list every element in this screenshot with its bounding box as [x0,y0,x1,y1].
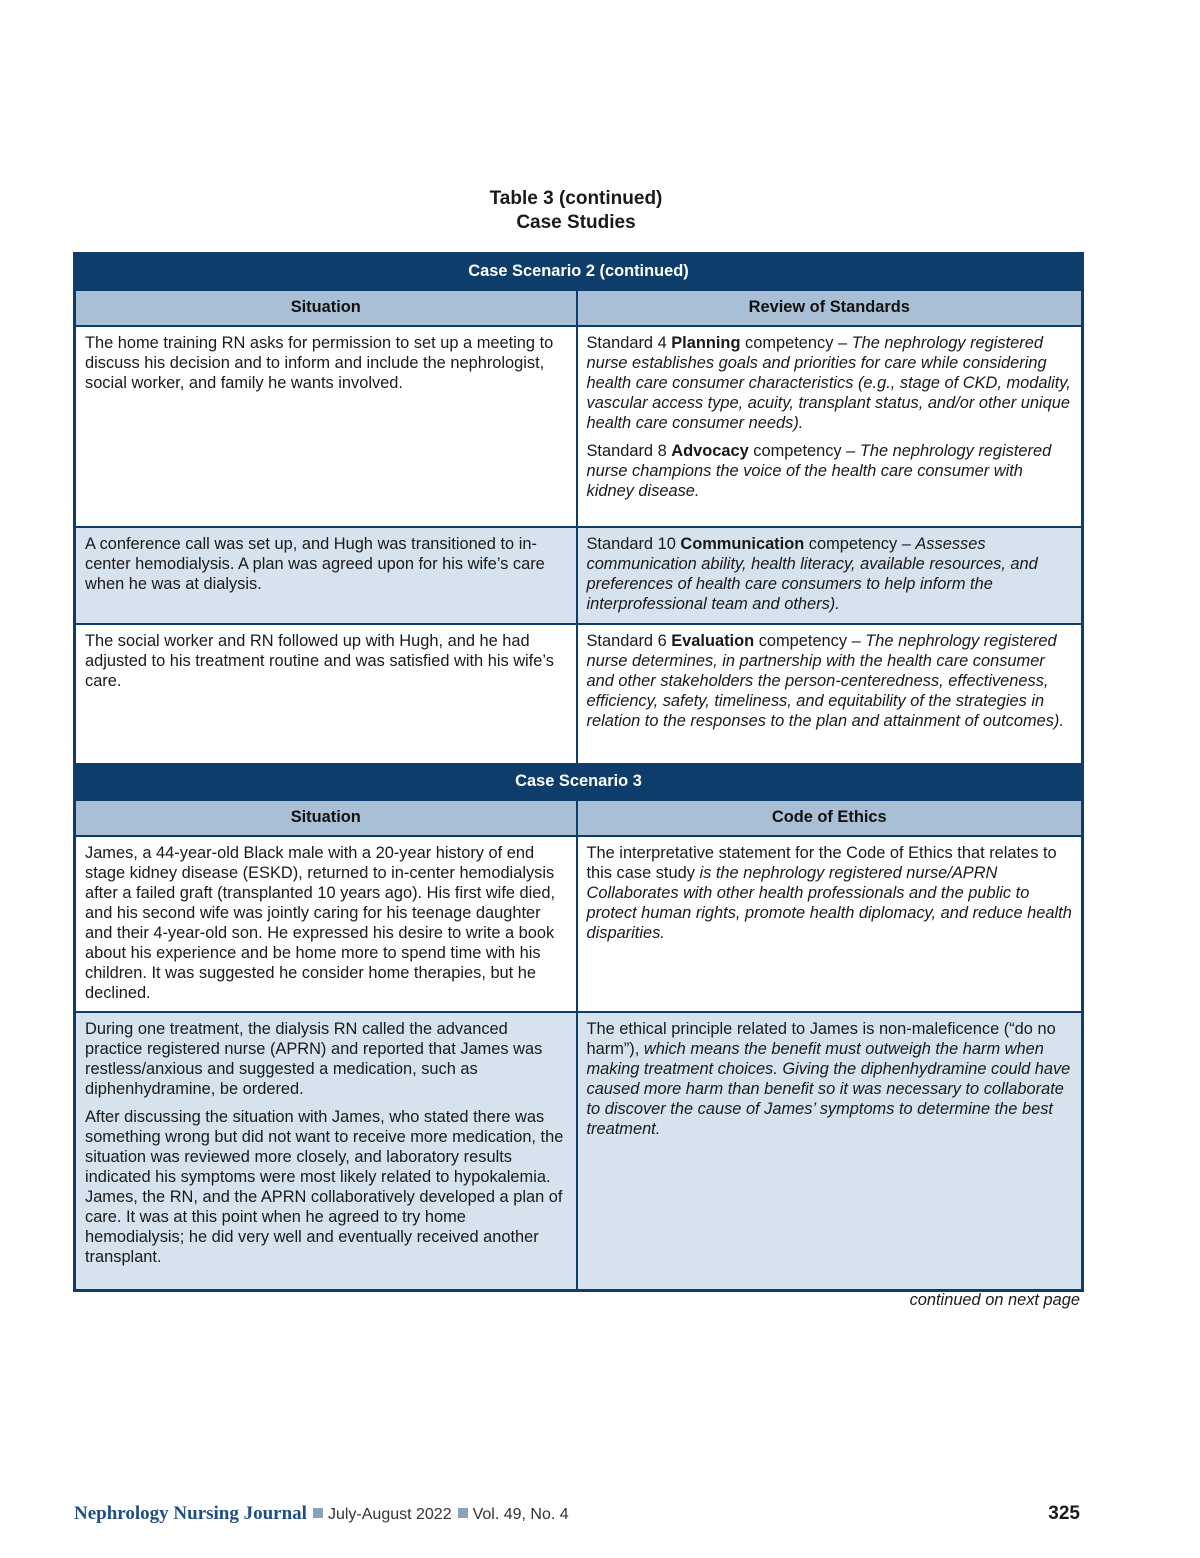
situation-cell [75,527,577,624]
table-title-line2: Case Studies [516,212,636,233]
situation-cell [75,836,577,1012]
ethics-statement: The ethical principle related to James is non-maleficence (“do no harm”), [586,1020,1056,1058]
table-row [75,326,1083,527]
situation-cell [75,624,577,764]
page-footer [74,1503,1080,1529]
standard-description: The nephrology registered nurse determines, in partnership with the health care consumer and other stakeholders the person-centeredness, effectiveness, efficiency, safety, timeliness, and equitability of the strategies in relation to the responses to the plan and attainment of outcomes). [586,632,1064,730]
scenario3-header: Case Scenario 3 [75,764,1083,800]
table-title-line1: Table 3 (continued) [489,188,663,209]
standard-name: Communication [680,535,805,553]
situation-cell [75,326,577,527]
issue-date: July-August 2022 [327,1506,452,1523]
situation-text: The social worker and RN followed up with Hugh, and he had adjusted to his treatment routine and was satisfied with his wife’s care. [85,632,554,690]
standard-description: The nephrology registered nurse champions the voice of the health care consumer with kidney disease. [586,442,1052,500]
situation-text: A conference call was set up, and Hugh was transitioned to in-center hemodialysis. A plan was agreed upon for his wife’s care when he was at dialysis. [85,535,545,593]
square-bullet-icon [458,1508,468,1518]
table-row [75,836,1083,1012]
standard-entry [587,441,1073,501]
standard-competency: competency – [748,442,860,460]
standards-cell [577,624,1083,764]
table-row [75,624,1083,764]
standard-name: Planning [671,334,741,352]
scenario3-header-row [75,764,1083,800]
situation-text: During one treatment, the dialysis RN called the advanced practice registered nurse (APRN) and reported that James was restless/anxious and suggested a medication, such as diphenhydramine, be ordered. [85,1020,543,1098]
situation-text: After discussing the situation with James, who stated there was something wrong but did not want to receive more medication, the situation was reviewed more closely, and laboratory results indicated his symptoms were most likely related to hypokalemia. James, the RN, and the APRN collaboratively developed a plan of care. It was at this point when he agreed to try home hemodialysis; he did very well and eventually received another transplant. [85,1108,564,1266]
journal-name: Nephrology Nursing Journal [74,1503,307,1524]
table-row [75,527,1083,624]
scenario3-col-situation: Situation [75,800,577,836]
scenario2-column-headers [75,290,1083,326]
scenario2-header: Case Scenario 2 (continued) [75,254,1083,291]
ethics-cell [577,1012,1083,1290]
standard-competency: competency – [804,535,916,553]
table-row [75,1012,1083,1290]
standards-cell [577,527,1083,624]
standard-number: Standard 10 [586,535,681,553]
case-studies-table [73,252,1084,1292]
standard-name: Advocacy [671,442,749,460]
ethics-cell [577,836,1083,1012]
scenario2-header-row [75,254,1083,291]
scenario2-col-standards: Review of Standards [577,290,1083,326]
standard-competency: competency – [740,334,852,352]
scenario2-col-situation: Situation [75,290,577,326]
standard-number: Standard 8 [586,442,672,460]
standard-competency: competency – [754,632,866,650]
scenario3-col-ethics: Code of Ethics [577,800,1083,836]
standard-number: Standard 6 [586,632,672,650]
volume-number: Vol. 49, No. 4 [472,1506,569,1523]
ethics-description: which means the benefit must outweigh the harm when making treatment choices. Giving the diphenhydramine could have caused more harm than benefit so it was necessary to collaborate to discover the cause of James’ symptoms to determine the best treatment. [586,1040,1071,1138]
ethics-statement: The interpretative statement for the Code of Ethics that relates to this case study [586,844,1057,882]
situation-cell [75,1012,577,1290]
situation-text: The home training RN asks for permission to set up a meeting to discuss his decision and to inform and include the nephrologist, social worker, and family he wants involved. [85,334,554,392]
continued-note: continued on next page [909,1291,1080,1309]
standard-name: Evaluation [671,632,755,650]
table-title [0,187,1152,235]
page-number: 325 [1048,1503,1080,1524]
standards-cell [577,326,1083,527]
ethics-description: is the nephrology registered nurse/APRN Collaborates with other health professionals and the public to protect human rights, promote health diplomacy, and reduce health disparities. [586,864,1072,942]
square-bullet-icon [313,1508,323,1518]
standard-description: Assesses communication ability, health literacy, available resources, and preferences of health care consumers to help inform the interprofessional team and others). [586,535,1038,613]
situation-text: James, a 44-year-old Black male with a 20-year history of end stage kidney disease (ESKD), returned to in-center hemodialysis after a failed graft (transplanted 10 years ago). His first wife died, and his second wife was jointly caring for his teenage daughter and their 4-year-old son. He expressed his desire to write a book about his experience and be home more to spend time with his children. It was suggested he consider home therapies, but he declined. [85,844,556,1002]
standard-number: Standard 4 [586,334,672,352]
standard-entry [587,333,1073,433]
scenario3-column-headers [75,800,1083,836]
standard-description: The nephrology registered nurse establishes goals and priorities for care while considering health care consumer characteristics (e.g., stage of CKD, modality, vascular access type, acuity, transplant status, and/or other unique health care consumer needs). [586,334,1071,432]
